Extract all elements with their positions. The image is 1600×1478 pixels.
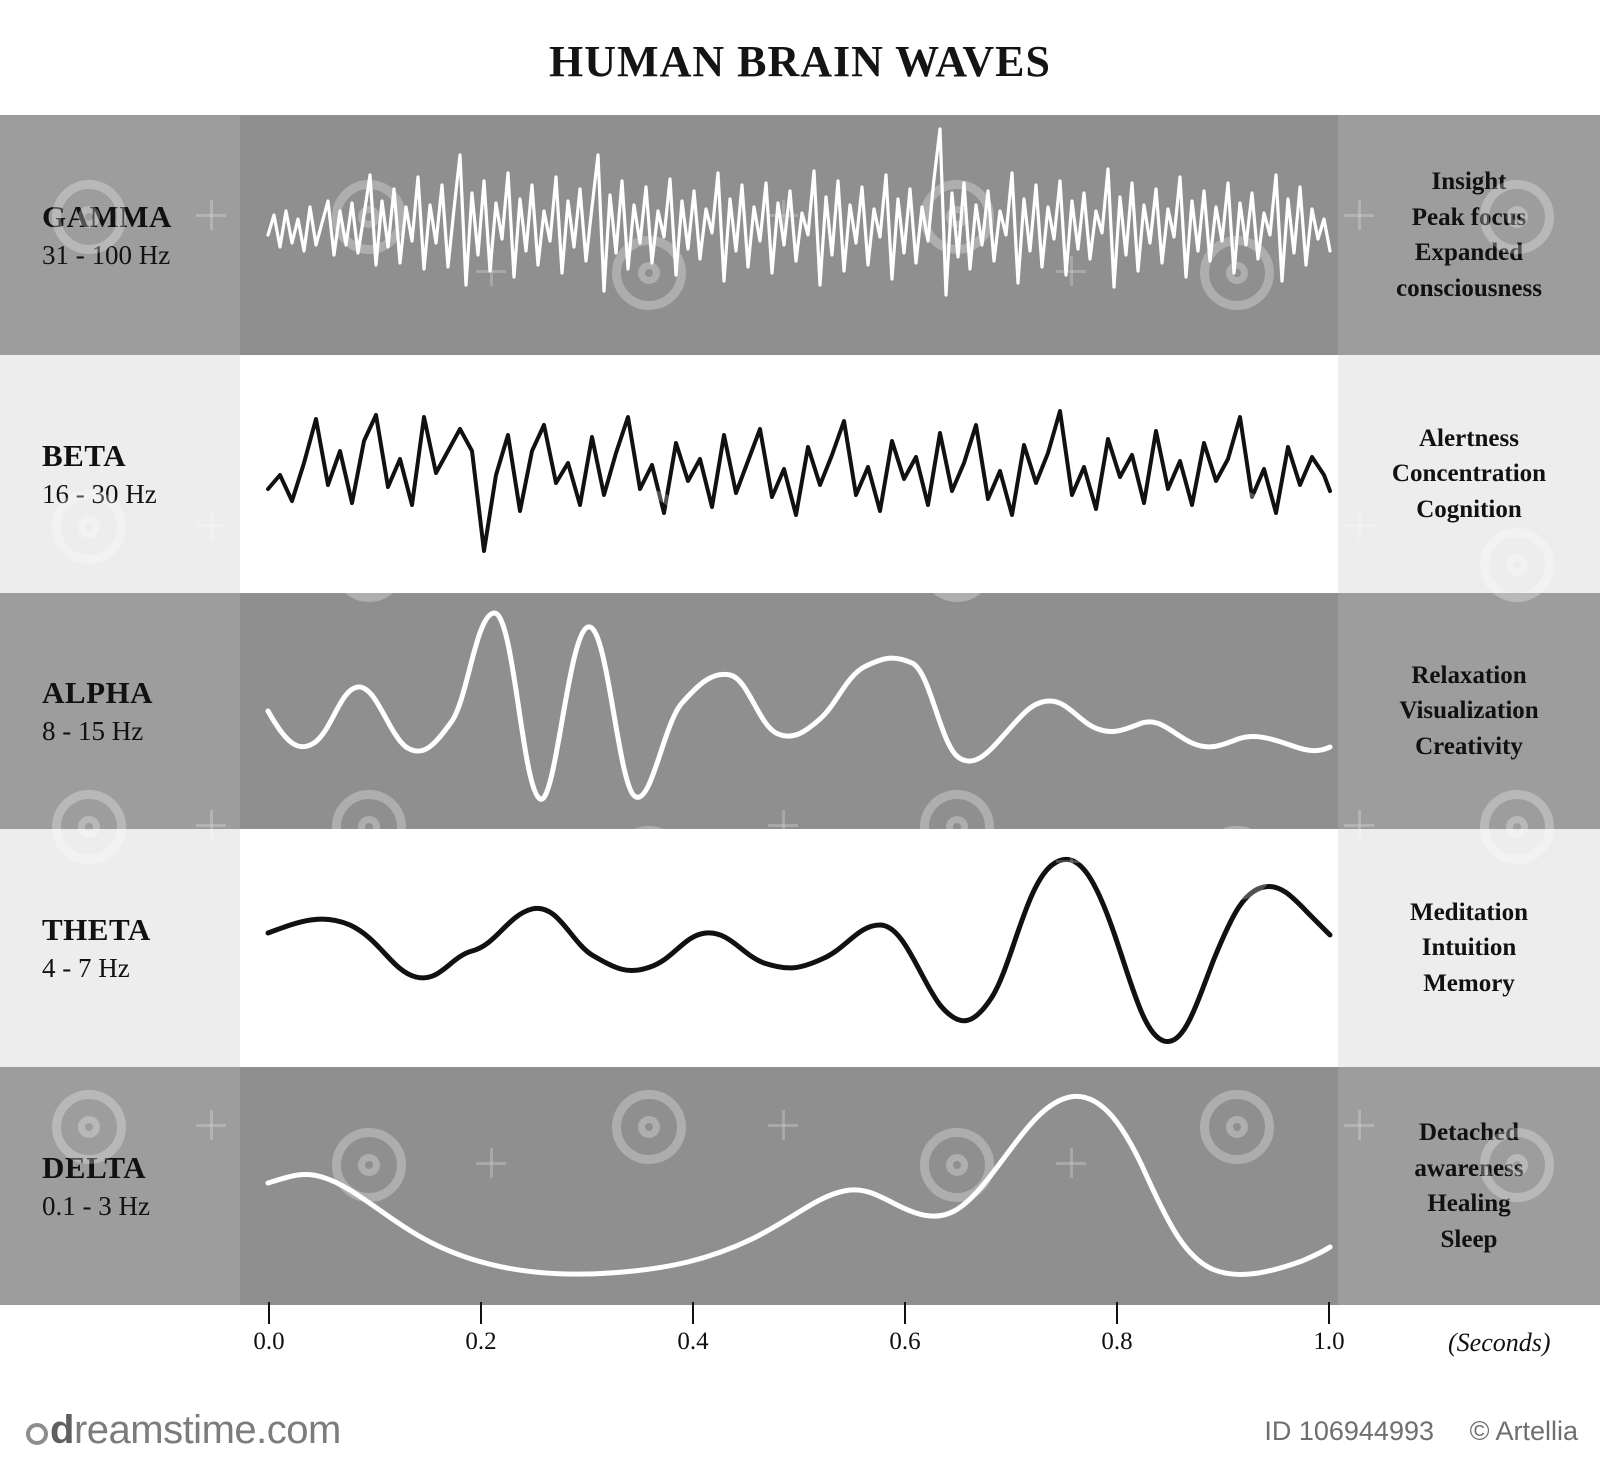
band-row-theta (0, 829, 1600, 1067)
axis-tick-label: 0.0 (253, 1328, 285, 1355)
axis-unit-label: (Seconds) (1448, 1328, 1551, 1357)
band-label-theta (0, 829, 240, 1067)
band-label-gamma (0, 115, 240, 355)
axis-tick-label: 0.6 (889, 1328, 921, 1355)
band-frequency: 4 - 7 Hz (42, 952, 130, 983)
axis-tick-label: 0.8 (1101, 1328, 1133, 1355)
band-name: BETA (42, 437, 127, 473)
description-line: Detached (1419, 1119, 1519, 1146)
axis-tick (1116, 1302, 1118, 1324)
band-description-alpha (1338, 593, 1600, 829)
band-row-gamma (0, 115, 1600, 355)
axis-tick-label: 1.0 (1313, 1328, 1345, 1355)
description-line: Expanded (1414, 239, 1524, 266)
page-title: HUMAN BRAIN WAVES (549, 37, 1051, 86)
band-name: THETA (42, 911, 151, 947)
axis-tick (904, 1302, 906, 1324)
waveform-alpha (240, 593, 1338, 829)
band-name: ALPHA (42, 674, 153, 710)
band-frequency: 0.1 - 3 Hz (42, 1190, 150, 1221)
band-label-alpha (0, 593, 240, 829)
brand-prefix: d (50, 1408, 74, 1452)
axis-tick-label: 0.4 (677, 1328, 709, 1355)
band-label-delta (0, 1067, 240, 1305)
band-description-beta (1338, 355, 1600, 593)
waveform-beta (240, 355, 1338, 593)
band-row-beta (0, 355, 1600, 593)
description-line: Peak focus (1411, 203, 1527, 231)
waveform-delta (240, 1067, 1338, 1305)
description-line: Concentration (1391, 460, 1547, 488)
band-description-theta (1338, 829, 1600, 1067)
description-line: Relaxation (1411, 661, 1527, 689)
waveform-gamma (240, 115, 1338, 355)
description-line: Visualization (1399, 697, 1539, 725)
description-line: Cognition (1416, 495, 1522, 523)
axis-tick (268, 1302, 270, 1324)
image-id: ID 106944993 (1264, 1416, 1434, 1446)
band-frequency: 8 - 15 Hz (42, 715, 144, 746)
band-name: DELTA (42, 1149, 147, 1185)
band-row-delta (0, 1067, 1600, 1305)
axis-tick (480, 1302, 482, 1324)
axis-tick-label: 0.2 (465, 1328, 497, 1355)
time-axis (240, 1302, 1390, 1372)
band-description-delta (1338, 1067, 1600, 1305)
description-line: Sleep (1440, 1225, 1498, 1253)
waveform-theta (240, 829, 1338, 1067)
description-line: Alertness (1419, 424, 1519, 452)
description-line: Healing (1427, 1190, 1511, 1217)
dreamstime-logo (26, 1408, 341, 1453)
brand-rest: reamstime.com (73, 1408, 341, 1452)
author-credit: © Artellia (1469, 1416, 1578, 1446)
description-line: Meditation (1409, 898, 1529, 926)
brand-mark-icon (26, 1423, 48, 1445)
description-line: awareness (1414, 1154, 1524, 1182)
band-frequency: 16 - 30 Hz (42, 478, 157, 509)
description-line: consciousness (1396, 274, 1542, 302)
band-label-beta (0, 355, 240, 593)
description-line: Intuition (1421, 934, 1517, 962)
axis-tick (692, 1302, 694, 1324)
description-line: Memory (1423, 969, 1515, 997)
band-frequency: 31 - 100 Hz (42, 239, 171, 270)
footer (0, 1400, 1600, 1478)
axis-tick (1328, 1302, 1330, 1324)
band-row-alpha (0, 593, 1600, 829)
waveform-chart (0, 115, 1600, 1305)
description-line: Insight (1431, 168, 1507, 195)
band-description-gamma (1338, 115, 1600, 355)
description-line: Creativity (1415, 732, 1523, 760)
band-name: GAMMA (42, 198, 172, 234)
